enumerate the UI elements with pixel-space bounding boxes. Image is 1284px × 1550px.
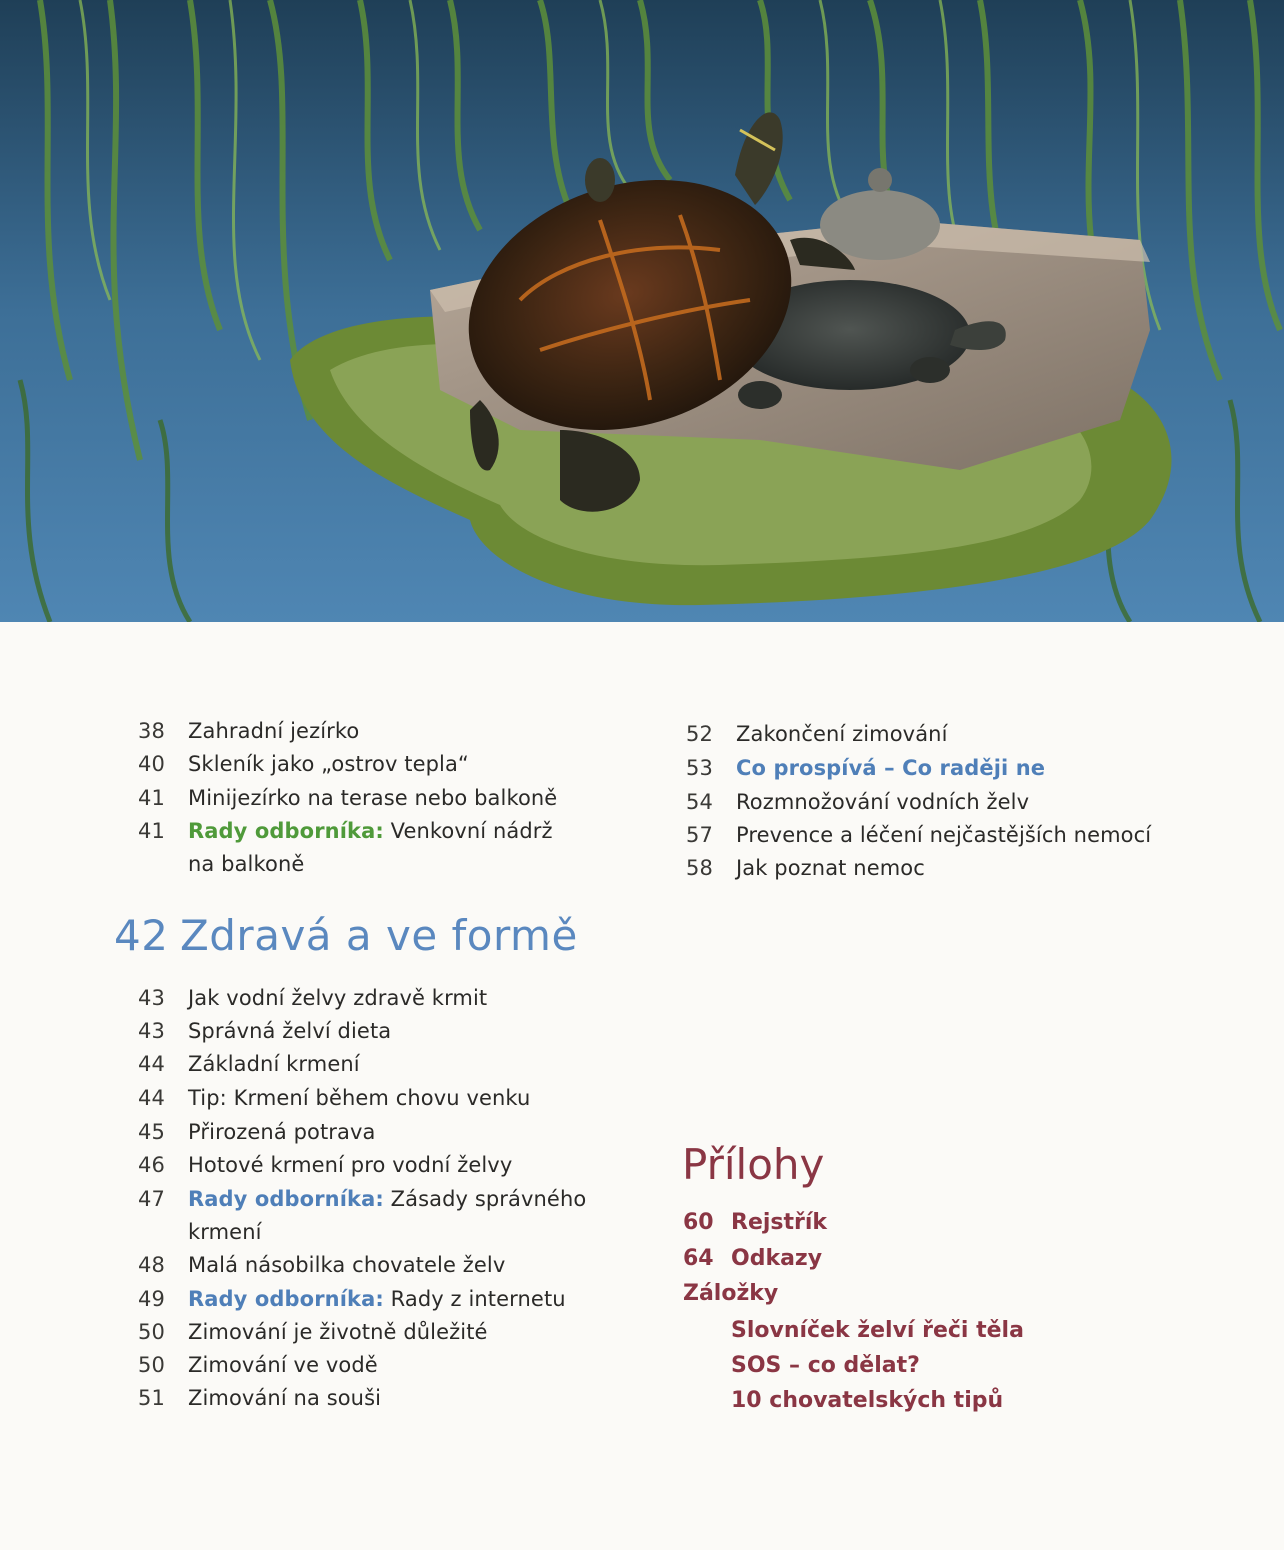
entry-title: Skleník jako „ostrov tepla“	[188, 752, 469, 776]
page-number: 43	[138, 1019, 165, 1043]
page-number: 45	[138, 1120, 165, 1144]
page-number: 52	[686, 722, 713, 746]
expert-tip-label: Rady odborníka:	[188, 1287, 384, 1311]
page-number: 50	[138, 1353, 165, 1377]
expert-tip-label: Rady odborníka:	[188, 819, 384, 843]
turtle-photo-illustration	[0, 0, 1284, 622]
page-number: 44	[138, 1052, 165, 1076]
appendix-item-index[interactable]	[683, 1206, 827, 1240]
entry-title: Minijezírko na terase nebo balkoně	[188, 786, 558, 810]
entry-title: Jak vodní želvy zdravě krmit	[188, 986, 488, 1010]
entry-title: Zimování ve vodě	[188, 1353, 378, 1377]
section-title: Zdravá a ve formě	[180, 911, 578, 960]
entry-title: Přirozená potrava	[188, 1120, 376, 1144]
entry-title	[188, 1283, 566, 1316]
appendix-heading[interactable]: Přílohy	[682, 1140, 825, 1189]
bookmark-item[interactable]: SOS – co dělat?	[731, 1353, 920, 1378]
page-number: 64	[683, 1246, 714, 1271]
appendix-item-title: Rejstřík	[731, 1210, 828, 1235]
page-number: 46	[138, 1153, 165, 1177]
entry-title-rest: Rady z internetu	[383, 1287, 566, 1311]
bookmark-item[interactable]: Slovníček želví řeči těla	[731, 1318, 1024, 1343]
page-number: 58	[686, 856, 713, 880]
page-number: 60	[683, 1210, 714, 1235]
entry-title-continuation: na balkoně	[188, 852, 305, 876]
entry-title: Hotové krmení pro vodní želvy	[188, 1153, 513, 1177]
page-number: 43	[138, 986, 165, 1010]
entry-title-rest: Venkovní nádrž	[383, 819, 553, 843]
page-number: 41	[138, 819, 165, 843]
expert-tip-label: Rady odborníka:	[188, 1187, 384, 1211]
page-number: 44	[138, 1086, 165, 1110]
page-number: 38	[138, 719, 165, 743]
page-number: 48	[138, 1253, 165, 1277]
entry-title: Správná želví dieta	[188, 1019, 392, 1043]
appendix-item-links[interactable]	[683, 1242, 822, 1276]
page-number: 57	[686, 823, 713, 847]
entry-title	[188, 815, 553, 848]
appendix-item-title: Odkazy	[731, 1246, 823, 1271]
page-number: 47	[138, 1187, 165, 1211]
section-number: 42	[114, 911, 169, 960]
entry-title: Prevence a léčení nejčastějších nemocí	[736, 823, 1152, 847]
page-number: 50	[138, 1320, 165, 1344]
section-heading[interactable]	[114, 908, 578, 964]
page-number: 49	[138, 1287, 165, 1311]
page-number: 40	[138, 752, 165, 776]
page-number: 53	[686, 756, 713, 780]
bookmarks-label: Záložky	[683, 1281, 779, 1306]
entry-title: Jak poznat nemoc	[736, 856, 925, 880]
entry-title: Zimování na souši	[188, 1386, 382, 1410]
entry-title-rest: Zásady správného	[383, 1187, 587, 1211]
page-number: 54	[686, 790, 713, 814]
entry-title: Tip: Krmení během chovu venku	[188, 1086, 531, 1110]
entry-title: Zakončení zimování	[736, 722, 948, 746]
entry-title: Co prospívá – Co raději ne	[736, 756, 1046, 780]
entry-title	[188, 1183, 586, 1216]
entry-title: Zahradní jezírko	[188, 719, 360, 743]
entry-title-continuation: krmení	[188, 1220, 262, 1244]
entry-title: Zimování je životně důležité	[188, 1320, 488, 1344]
entry-title: Malá násobilka chovatele želv	[188, 1253, 506, 1277]
bookmark-item[interactable]: 10 chovatelských tipů	[731, 1388, 1004, 1413]
entry-title: Rozmnožování vodních želv	[736, 790, 1030, 814]
turtle-photo	[0, 0, 1284, 622]
page-number: 41	[138, 786, 165, 810]
page-number: 51	[138, 1386, 165, 1410]
entry-title: Základní krmení	[188, 1052, 360, 1076]
